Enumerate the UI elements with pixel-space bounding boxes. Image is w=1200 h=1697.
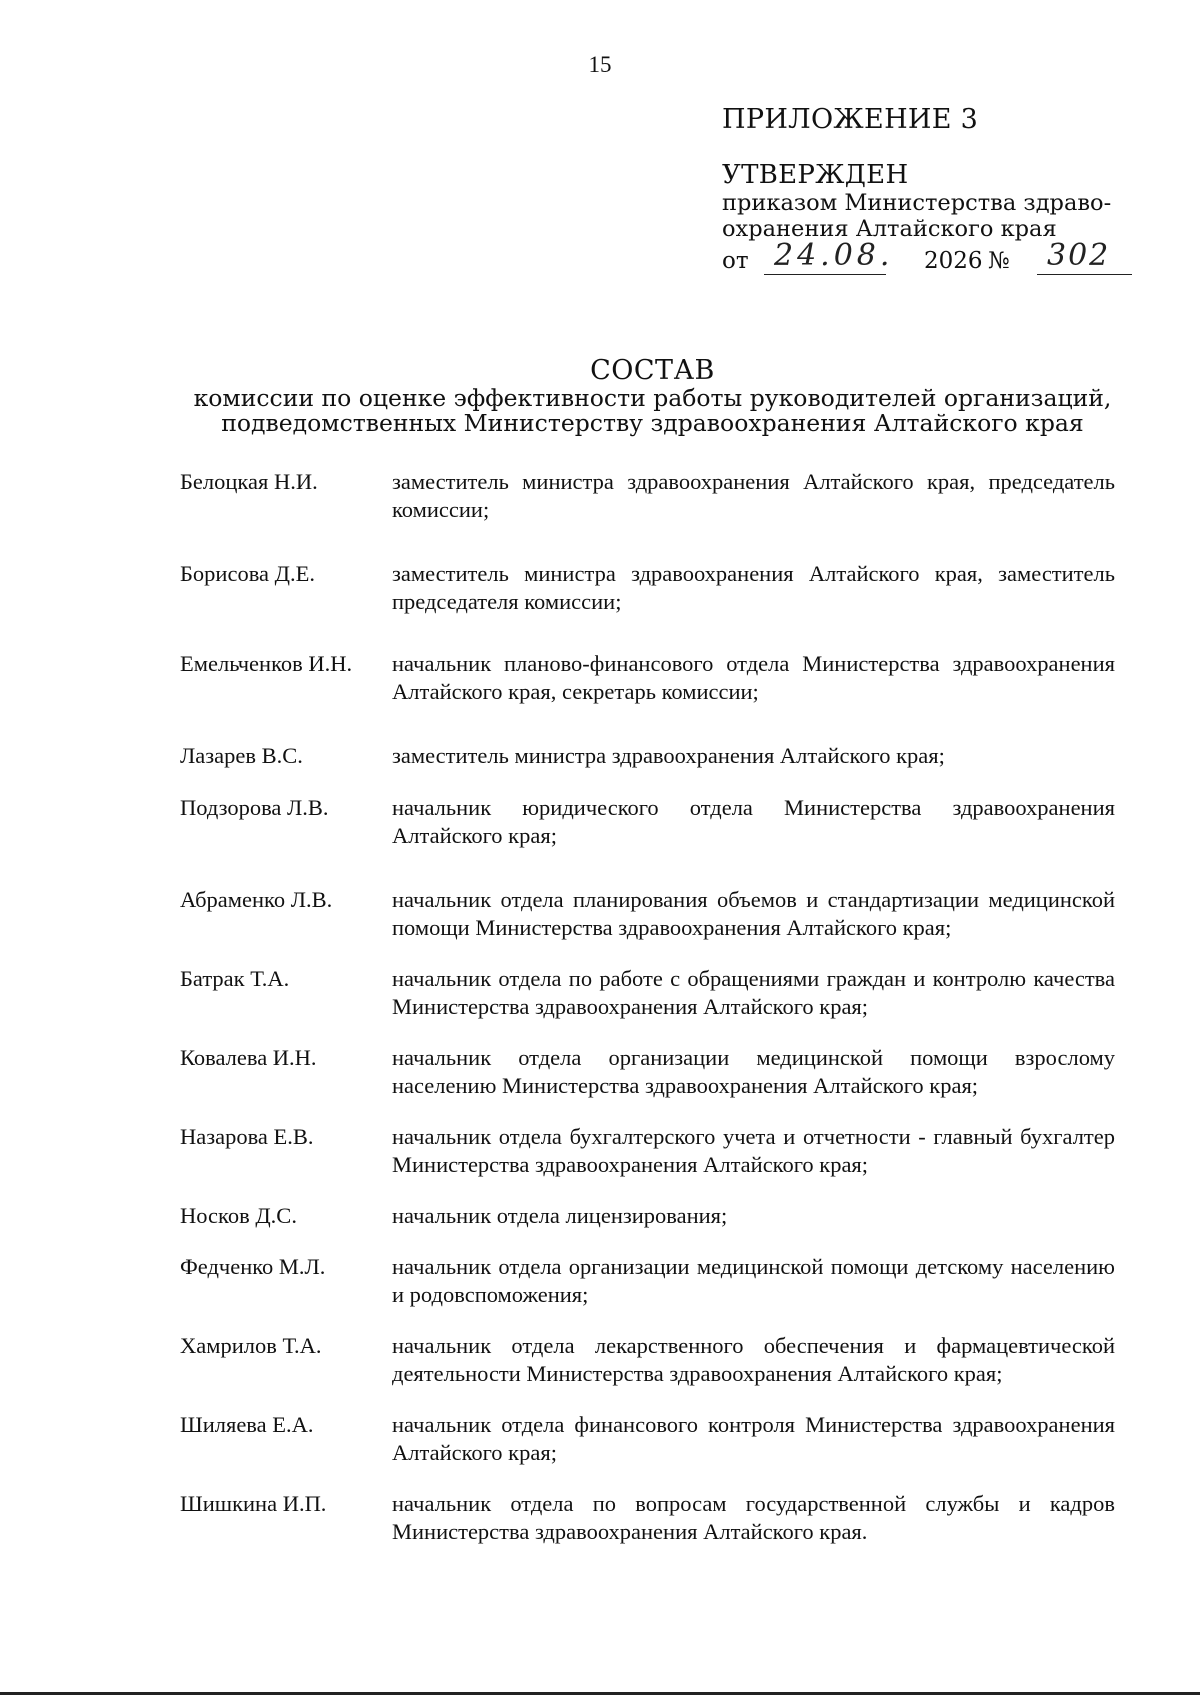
member-name: Белоцкая Н.И. [180, 469, 318, 494]
members-list [180, 468, 1115, 1546]
member-name: Шишкина И.П. [180, 1491, 327, 1516]
approval-order-line1: приказом Министерства здраво- [722, 190, 1112, 216]
member-role: начальник отдела по вопросам государственной службы и кадров Министерства здравоохранения Алтайского края. [392, 1491, 1115, 1544]
member-row [180, 965, 1115, 1021]
member-name: Батрак Т.А. [180, 966, 290, 991]
member-row [180, 1202, 1115, 1230]
member-row [180, 1123, 1115, 1179]
member-role: начальник отдела организации медицинской помощи детскому населению и родовспоможения; [392, 1254, 1115, 1307]
member-name: Назарова Е.В. [180, 1124, 314, 1149]
member-row [180, 794, 1115, 850]
member-role: начальник отдела бухгалтерского учета и отчетности - главный бухгалтер Министерства здравоохранения Алтайского края; [392, 1124, 1115, 1177]
order-year: 2026 [924, 248, 983, 274]
member-name: Емельченков И.Н. [180, 651, 353, 676]
member-role: начальник отдела планирования объемов и стандартизации медицинской помощи Министерства здравоохранения Алтайского края; [392, 887, 1115, 940]
approval-order-line2: охранения Алтайского края [722, 216, 1057, 242]
member-role: заместитель министра здравоохранения Алтайского края, председатель комиссии; [392, 469, 1115, 522]
order-number-field [1037, 238, 1132, 275]
document-heading [0, 356, 1200, 436]
approval-block [722, 160, 1111, 242]
member-row [180, 886, 1115, 942]
order-number-handwritten: 302 [1047, 238, 1111, 273]
order-date-number-line [722, 238, 1142, 278]
member-row [180, 1253, 1115, 1309]
member-row [180, 1490, 1115, 1546]
order-number-sign: № [988, 248, 1010, 274]
member-name: Борисова Д.Е. [180, 561, 315, 586]
member-name: Ковалева И.Н. [180, 1045, 317, 1070]
order-date-field [764, 238, 894, 275]
member-role: начальник отдела финансового контроля Министерства здравоохранения Алтайского края; [392, 1412, 1115, 1465]
member-role: начальник отдела по работе с обращениями граждан и контролю качества Министерства здравоохранения Алтайского края; [392, 966, 1115, 1019]
member-row [180, 1044, 1115, 1100]
order-date-handwritten: 24.08. [774, 238, 894, 273]
member-role: начальник отдела лекарственного обеспечения и фармацевтической деятельности Министерства здравоохранения Алтайского края; [392, 1333, 1115, 1386]
member-row [180, 742, 1115, 770]
order-date-prefix: от [722, 248, 749, 274]
member-row [180, 560, 1115, 616]
member-name: Федченко М.Л. [180, 1254, 326, 1279]
document-subtitle-line2: подведомственных Министерству здравоохранения Алтайского края [221, 409, 1084, 437]
scan-bottom-edge [0, 1692, 1200, 1695]
appendix-title: ПРИЛОЖЕНИЕ 3 [722, 104, 979, 135]
member-row [180, 1332, 1115, 1388]
member-role: начальник планово-финансового отдела Министерства здравоохранения Алтайского края, секретарь комиссии; [392, 651, 1115, 704]
approved-label: УТВЕРЖДЕН [722, 160, 909, 190]
member-name: Шиляева Е.А. [180, 1412, 314, 1437]
member-name: Абраменко Л.В. [180, 887, 333, 912]
member-role: начальник отдела лицензирования; [392, 1203, 728, 1228]
member-row [180, 1411, 1115, 1467]
member-name: Подзорова Л.В. [180, 795, 329, 820]
member-name: Носков Д.С. [180, 1203, 297, 1228]
document-title: СОСТАВ [590, 355, 715, 386]
member-name: Лазарев В.С. [180, 743, 303, 768]
member-row [180, 468, 1115, 524]
member-role: заместитель министра здравоохранения Алтайского края, заместитель председателя комиссии; [392, 561, 1115, 614]
member-role: начальник юридического отдела Министерства здравоохранения Алтайского края; [392, 795, 1115, 848]
document-subtitle-line1: комиссии по оценке эффективности работы руководителей организаций, [193, 384, 1112, 412]
member-role: заместитель министра здравоохранения Алтайского края; [392, 743, 945, 768]
member-role: начальник отдела организации медицинской помощи взрослому населению Министерства здравоохранения Алтайского края; [392, 1045, 1115, 1098]
member-row [180, 650, 1115, 706]
member-name: Хамрилов Т.А. [180, 1333, 322, 1358]
page-number: 15 [588, 52, 612, 77]
